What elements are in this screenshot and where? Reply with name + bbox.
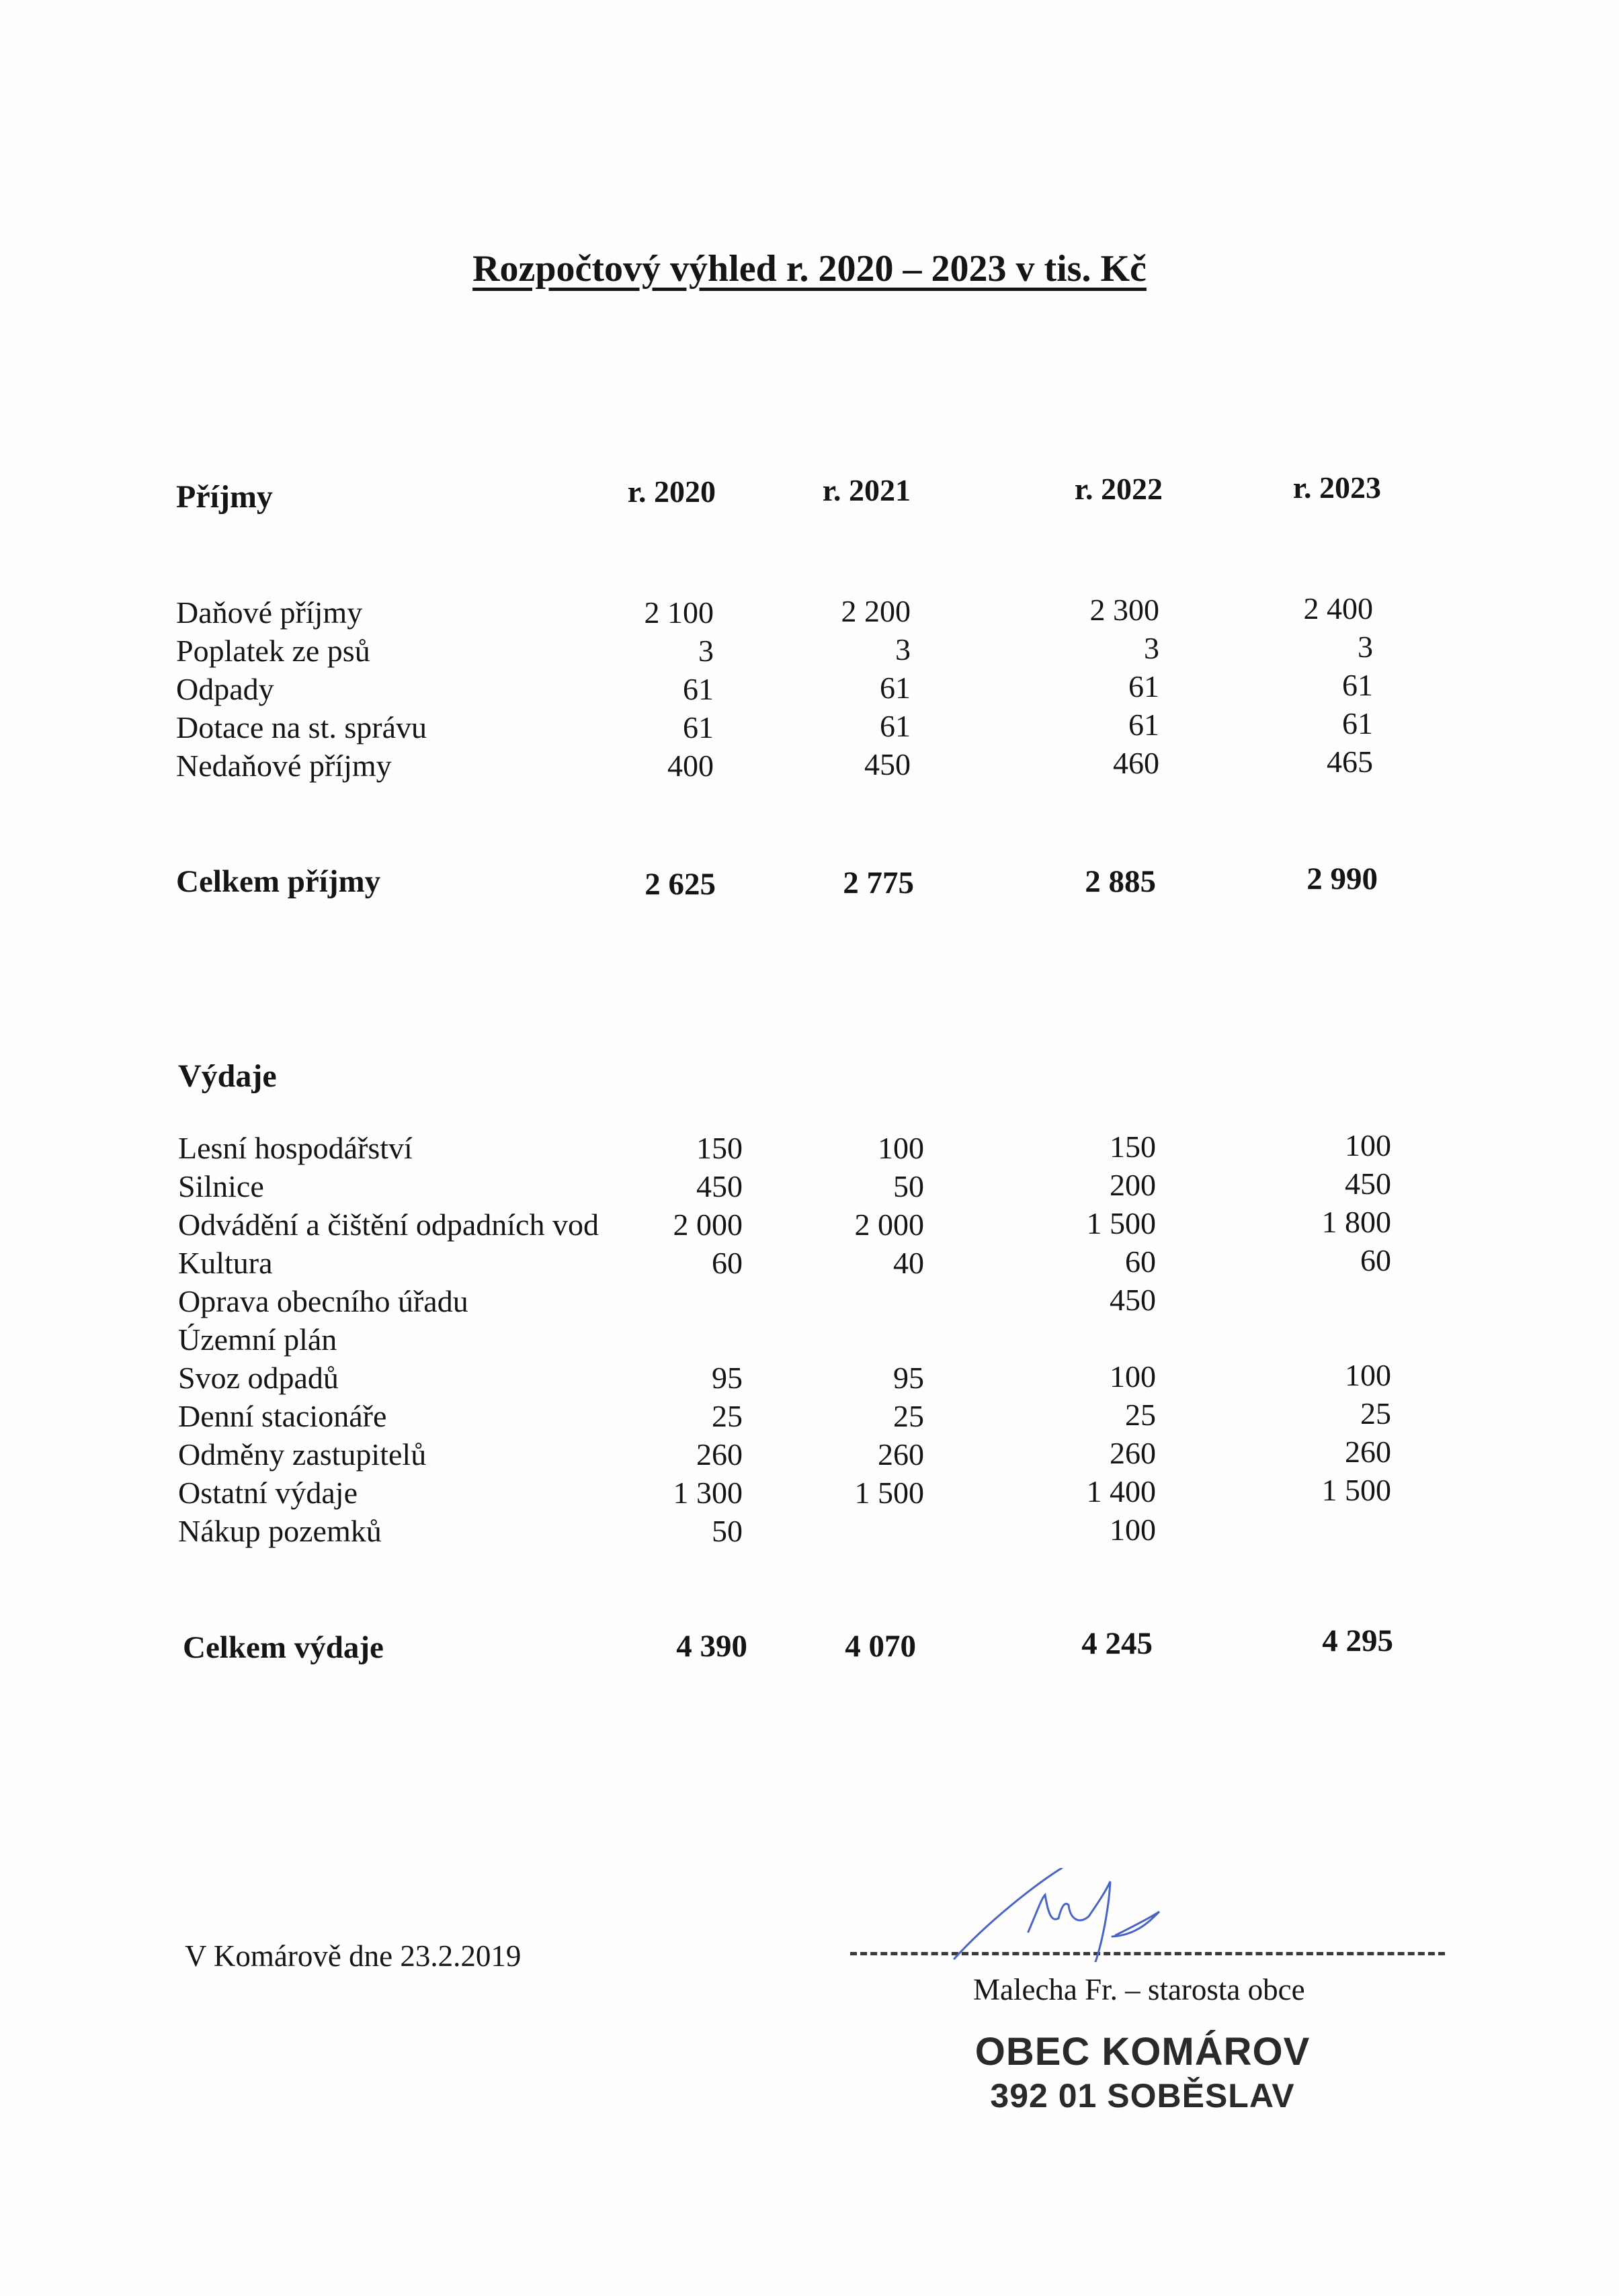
row-label: Odpady bbox=[176, 672, 274, 706]
cell-r2022: 61 bbox=[1128, 669, 1159, 704]
income-total-2023: 2 990 bbox=[1306, 861, 1378, 896]
stamp-line-1: OBEC KOMÁROV bbox=[974, 2030, 1311, 2074]
row-label: Lesní hospodářství bbox=[178, 1131, 413, 1165]
signature bbox=[927, 1868, 1304, 1962]
income-row bbox=[0, 706, 1619, 748]
cell-r2020: 60 bbox=[712, 1246, 743, 1280]
cell-r2023: 25 bbox=[1360, 1396, 1391, 1431]
row-label: Nedaňové příjmy bbox=[176, 749, 392, 783]
income-total-2021: 2 775 bbox=[843, 865, 914, 900]
cell-r2020: 50 bbox=[712, 1514, 743, 1548]
cell-r2020: 2 100 bbox=[644, 595, 714, 630]
cell-r2023: 100 bbox=[1345, 1358, 1391, 1392]
row-label: Poplatek ze psů bbox=[176, 634, 370, 668]
cell-r2020: 450 bbox=[696, 1169, 743, 1203]
expenses-row bbox=[0, 1475, 1619, 1513]
expenses-row bbox=[0, 1283, 1619, 1322]
cell-r2021: 40 bbox=[893, 1246, 924, 1280]
row-label: Silnice bbox=[178, 1169, 264, 1203]
cell-r2020: 3 bbox=[698, 634, 714, 668]
expenses-total-row bbox=[0, 1623, 1619, 1668]
cell-r2023: 1 800 bbox=[1321, 1205, 1391, 1239]
cell-r2022: 200 bbox=[1110, 1168, 1156, 1202]
cell-r2020: 150 bbox=[696, 1131, 743, 1165]
row-label: Nákup pozemků bbox=[178, 1514, 382, 1548]
cell-r2021: 3 bbox=[895, 632, 911, 667]
cell-r2021: 2 200 bbox=[841, 594, 911, 628]
expenses-row bbox=[0, 1513, 1619, 1551]
year-header-2021: r. 2021 bbox=[822, 473, 911, 507]
row-label: Oprava obecního úřadu bbox=[178, 1284, 468, 1318]
expenses-row bbox=[0, 1130, 1619, 1168]
cell-r2021: 50 bbox=[893, 1169, 924, 1203]
cell-r2023: 61 bbox=[1342, 668, 1373, 702]
cell-r2022: 60 bbox=[1125, 1244, 1156, 1279]
expenses-total-label: Celkem výdaje bbox=[183, 1630, 384, 1665]
income-row bbox=[0, 745, 1619, 786]
cell-r2021: 450 bbox=[864, 747, 911, 781]
cell-r2022: 150 bbox=[1110, 1130, 1156, 1164]
year-header-2023: r. 2023 bbox=[1292, 470, 1381, 505]
year-header-2022: r. 2022 bbox=[1074, 472, 1163, 506]
cell-r2023: 60 bbox=[1360, 1243, 1391, 1277]
row-label: Svoz odpadů bbox=[178, 1361, 339, 1395]
cell-r2022: 100 bbox=[1110, 1513, 1156, 1547]
cell-r2021: 61 bbox=[880, 671, 911, 705]
row-label: Kultura bbox=[178, 1246, 273, 1280]
income-row bbox=[0, 591, 1619, 633]
cell-r2023: 260 bbox=[1345, 1435, 1391, 1469]
expenses-heading: Výdaje bbox=[178, 1058, 277, 1094]
year-header-2020: r. 2020 bbox=[627, 474, 716, 509]
cell-r2022: 1 500 bbox=[1086, 1206, 1156, 1240]
expenses-total-2023: 4 295 bbox=[1322, 1623, 1393, 1658]
cell-r2023: 465 bbox=[1327, 745, 1373, 779]
income-total-2022: 2 885 bbox=[1085, 864, 1156, 899]
cell-r2023: 100 bbox=[1345, 1128, 1391, 1162]
stamp-line-2: 392 01 SOBĚSLAV bbox=[990, 2077, 1295, 2115]
cell-r2020: 61 bbox=[683, 710, 714, 745]
expenses-row bbox=[0, 1398, 1619, 1437]
signature-stroke bbox=[954, 1868, 1159, 1962]
income-row bbox=[0, 630, 1619, 671]
cell-r2022: 260 bbox=[1110, 1436, 1156, 1470]
income-heading: Příjmy bbox=[176, 479, 273, 515]
cell-r2021: 1 500 bbox=[854, 1476, 924, 1510]
income-row bbox=[0, 668, 1619, 710]
expenses-row bbox=[0, 1245, 1619, 1283]
cell-r2020: 25 bbox=[712, 1399, 743, 1433]
cell-r2020: 2 000 bbox=[673, 1207, 743, 1242]
expenses-row bbox=[0, 1322, 1619, 1360]
cell-r2021: 25 bbox=[893, 1399, 924, 1433]
expenses-total-2022: 4 245 bbox=[1081, 1626, 1153, 1661]
expenses-row bbox=[0, 1437, 1619, 1475]
row-label: Odměny zastupitelů bbox=[178, 1437, 427, 1472]
cell-r2022: 61 bbox=[1128, 708, 1159, 742]
expenses-total-2020: 4 390 bbox=[676, 1629, 747, 1664]
cell-r2021: 260 bbox=[878, 1437, 924, 1472]
cell-r2022: 2 300 bbox=[1089, 593, 1159, 627]
cell-r2023: 3 bbox=[1358, 630, 1373, 664]
expenses-total-2021: 4 070 bbox=[845, 1629, 916, 1664]
expenses-row bbox=[0, 1168, 1619, 1207]
cell-r2022: 460 bbox=[1113, 746, 1159, 780]
cell-r2020: 95 bbox=[712, 1361, 743, 1395]
row-label: Ostatní výdaje bbox=[178, 1476, 358, 1510]
signatory-name: Malecha Fr. – starosta obce bbox=[973, 1973, 1305, 2006]
cell-r2022: 100 bbox=[1110, 1359, 1156, 1394]
income-total-label: Celkem příjmy bbox=[176, 864, 381, 899]
cell-r2021: 2 000 bbox=[854, 1207, 924, 1242]
cell-r2020: 260 bbox=[696, 1437, 743, 1472]
cell-r2022: 450 bbox=[1110, 1283, 1156, 1317]
cell-r2021: 95 bbox=[893, 1361, 924, 1395]
cell-r2020: 61 bbox=[683, 672, 714, 706]
row-label: Dotace na st. správu bbox=[176, 710, 427, 745]
document-title-text: Rozpočtový výhled r. 2020 – 2023 v tis. Kč bbox=[472, 248, 1147, 290]
cell-r2020: 400 bbox=[667, 749, 714, 783]
cell-r2023: 450 bbox=[1345, 1166, 1391, 1201]
cell-r2022: 1 400 bbox=[1086, 1474, 1156, 1508]
cell-r2023: 61 bbox=[1342, 706, 1373, 740]
row-label: Denní stacionáře bbox=[178, 1399, 387, 1433]
cell-r2023: 2 400 bbox=[1303, 591, 1373, 626]
expenses-row bbox=[0, 1360, 1619, 1398]
cell-r2020: 1 300 bbox=[673, 1476, 743, 1510]
place-date: V Komárově dne 23.2.2019 bbox=[185, 1939, 522, 1973]
cell-r2021: 100 bbox=[878, 1131, 924, 1165]
income-total-2020: 2 625 bbox=[645, 867, 716, 902]
row-label: Odvádění a čištění odpadních vod bbox=[178, 1207, 599, 1242]
document-title bbox=[0, 247, 1619, 290]
cell-r2023: 1 500 bbox=[1321, 1473, 1391, 1507]
cell-r2022: 3 bbox=[1144, 631, 1159, 665]
cell-r2021: 61 bbox=[880, 709, 911, 743]
expenses-row bbox=[0, 1207, 1619, 1245]
income-total-row bbox=[0, 863, 1619, 902]
row-label: Daňové příjmy bbox=[176, 595, 363, 630]
row-label: Územní plán bbox=[178, 1322, 337, 1357]
cell-r2022: 25 bbox=[1125, 1398, 1156, 1432]
